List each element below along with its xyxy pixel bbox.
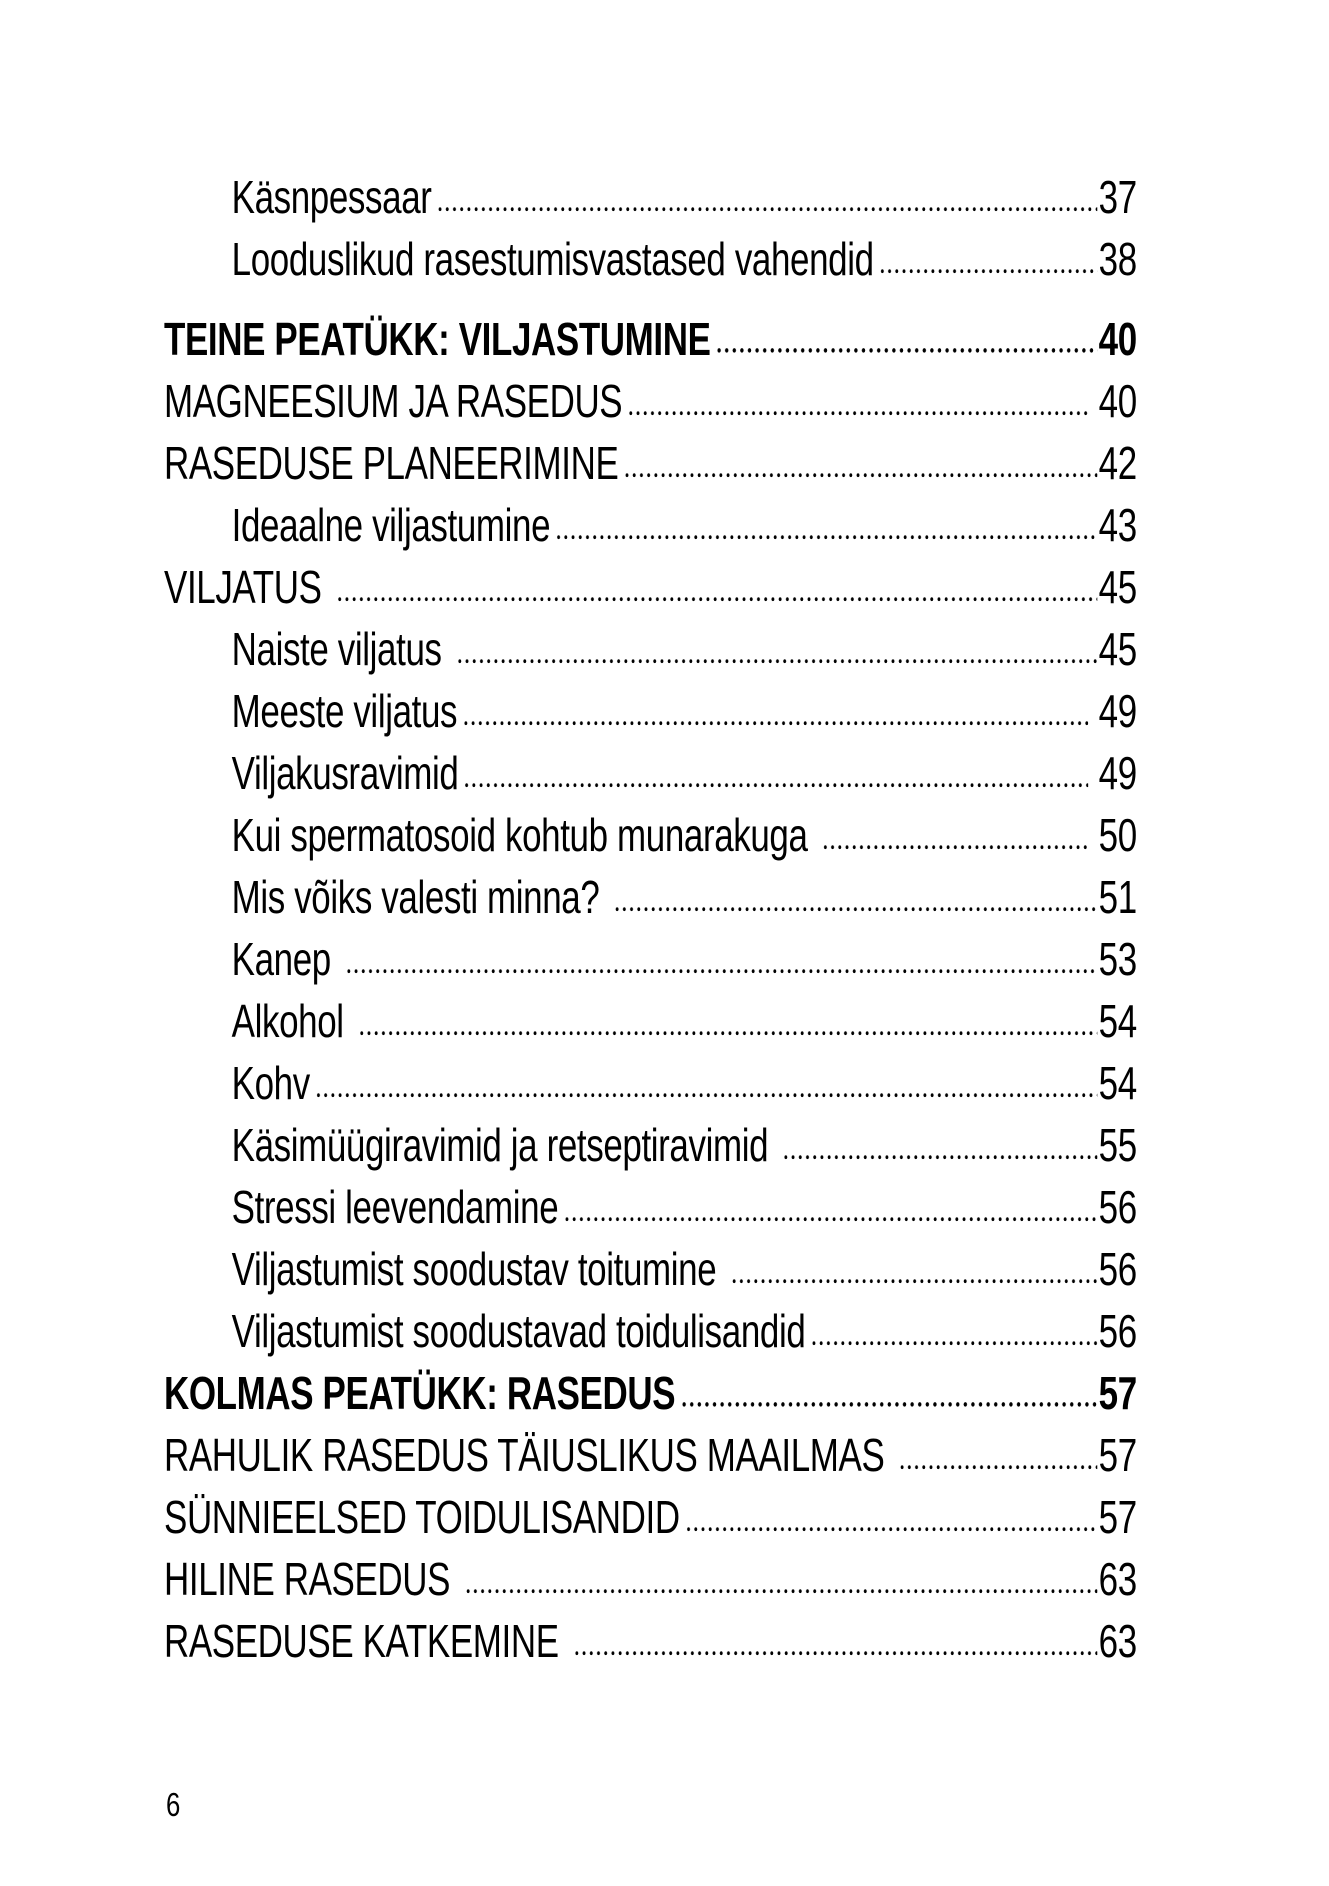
toc-entry [164, 1548, 1137, 1610]
toc-entry-page-number: 56 [1098, 1243, 1137, 1295]
toc-entry-title: Meeste viljatus [231, 685, 458, 737]
dot-leader-icon [464, 682, 1088, 727]
toc-entry-page-number: 37 [1098, 171, 1137, 223]
dot-leader-icon [824, 806, 1088, 851]
toc-entry-page-number: 56 [1098, 1181, 1137, 1233]
toc-entry-page-number: 40 [1089, 375, 1137, 427]
toc-entry-page-number: 42 [1098, 437, 1137, 489]
toc-entry [164, 1610, 1137, 1672]
toc-entry [164, 990, 1137, 1052]
toc-entry-page-number: 50 [1089, 809, 1137, 861]
toc-entry-page-number: 53 [1098, 933, 1137, 985]
toc-entry-page-number: 54 [1098, 995, 1137, 1047]
toc-entry [164, 1362, 1137, 1424]
toc-entry [164, 680, 1137, 742]
toc-entry-page-number: 49 [1089, 685, 1137, 737]
toc-entry-title: Ideaalne viljastumine [231, 499, 551, 551]
toc-entry [164, 1300, 1137, 1362]
dot-leader-icon [338, 558, 1097, 603]
dot-leader-icon [360, 992, 1097, 1037]
toc-entry-page-number: 56 [1098, 1305, 1137, 1357]
toc-entry-title: Kanep [231, 933, 341, 985]
dot-leader-icon [458, 620, 1097, 665]
dot-leader-icon [575, 1612, 1097, 1657]
toc-entry [164, 166, 1137, 228]
toc-entry [164, 618, 1137, 680]
dot-leader-icon [687, 1488, 1098, 1533]
dot-leader-icon [784, 1116, 1097, 1161]
dot-leader-icon [438, 168, 1097, 213]
toc-entry [164, 928, 1137, 990]
toc-entry-page-number: 63 [1098, 1615, 1137, 1667]
toc-entry-title: TEINE PEATÜKK: VILJASTUMINE [164, 313, 711, 365]
toc-entry-title: Käsimüügiravimid ja retseptiravimid [231, 1119, 778, 1171]
toc-entry-page-number: 51 [1098, 871, 1137, 923]
toc-entry [164, 866, 1137, 928]
toc-entry [164, 804, 1137, 866]
toc-entry-title: KOLMAS PEATÜKK: RASEDUS [164, 1367, 676, 1419]
dot-leader-icon [625, 434, 1097, 479]
toc-entry-page-number: 57 [1098, 1429, 1137, 1481]
dot-leader-icon [717, 310, 1097, 355]
toc-entry-title: Käsnpessaar [231, 171, 432, 223]
dot-leader-icon [881, 230, 1098, 275]
dot-leader-icon [347, 930, 1097, 975]
dot-leader-icon [901, 1426, 1098, 1471]
toc-entry-page-number: 63 [1098, 1553, 1137, 1605]
toc-entry-page-number: 57 [1098, 1491, 1137, 1543]
toc-entry-title: SÜNNIEELSED TOIDULISANDID [164, 1491, 680, 1543]
toc-entry [164, 432, 1137, 494]
dot-leader-icon [682, 1364, 1097, 1409]
toc-entry [164, 1176, 1137, 1238]
toc-entry [164, 308, 1137, 370]
toc-entry-title: Alkohol [231, 995, 353, 1047]
toc-entry-page-number: 45 [1098, 561, 1137, 613]
dot-leader-icon [317, 1054, 1097, 1099]
toc-entry [164, 370, 1137, 432]
toc-entry-title: Viljastumist soodustavad toidulisandid [231, 1305, 806, 1357]
dot-leader-icon [616, 868, 1098, 913]
toc-entry-page-number: 55 [1098, 1119, 1137, 1171]
toc-entry [164, 742, 1137, 804]
toc-entry-title: Mis võiks valesti minna? [231, 871, 609, 923]
toc-entry-page-number: 40 [1098, 313, 1137, 365]
dot-leader-icon [565, 1178, 1097, 1223]
toc-entry [164, 1114, 1137, 1176]
toc-entry-page-number: 45 [1098, 623, 1137, 675]
toc-entry-title: Kui spermatosoid kohtub munarakuga [231, 809, 817, 861]
toc-entry [164, 556, 1137, 618]
toc-entry [164, 1238, 1137, 1300]
dot-leader-icon [465, 744, 1088, 789]
toc-entry-title: VILJATUS [164, 561, 331, 613]
toc-entry-title: RASEDUSE KATKEMINE [164, 1615, 568, 1667]
toc-entry [164, 494, 1137, 556]
toc-entry-title: MAGNEESIUM JA RASEDUS [164, 375, 623, 427]
toc-entry-page-number: 38 [1098, 233, 1137, 285]
toc-entry [164, 1052, 1137, 1114]
toc-entry-title: Naiste viljatus [231, 623, 451, 675]
toc-entry [164, 228, 1137, 290]
toc-entry-page-number: 54 [1098, 1057, 1137, 1109]
table-of-contents [164, 166, 1137, 1672]
toc-entry [164, 1486, 1137, 1548]
toc-entry-title: Stressi leevendamine [231, 1181, 559, 1233]
toc-entry-page-number: 49 [1089, 747, 1137, 799]
toc-entry-title: RASEDUSE PLANEERIMINE [164, 437, 619, 489]
toc-entry-title: HILINE RASEDUS [164, 1553, 460, 1605]
toc-entry-title: Kohv [231, 1057, 310, 1109]
toc-entry [164, 1424, 1137, 1486]
dot-leader-icon [466, 1550, 1097, 1595]
page-number: 6 [166, 1786, 181, 1823]
dot-leader-icon [557, 496, 1097, 541]
dot-leader-icon [812, 1302, 1097, 1347]
toc-entry-page-number: 57 [1098, 1367, 1137, 1419]
toc-entry-title: Looduslikud rasestumisvastased vahendid [231, 233, 874, 285]
dot-leader-icon [732, 1240, 1097, 1285]
toc-entry-title: Viljakusravimid [231, 747, 459, 799]
toc-entry-title: RAHULIK RASEDUS TÄIUSLIKUS MAAILMAS [164, 1429, 894, 1481]
toc-entry-page-number: 43 [1098, 499, 1137, 551]
dot-leader-icon [629, 372, 1088, 417]
toc-entry-title: Viljastumist soodustav toitumine [231, 1243, 726, 1295]
